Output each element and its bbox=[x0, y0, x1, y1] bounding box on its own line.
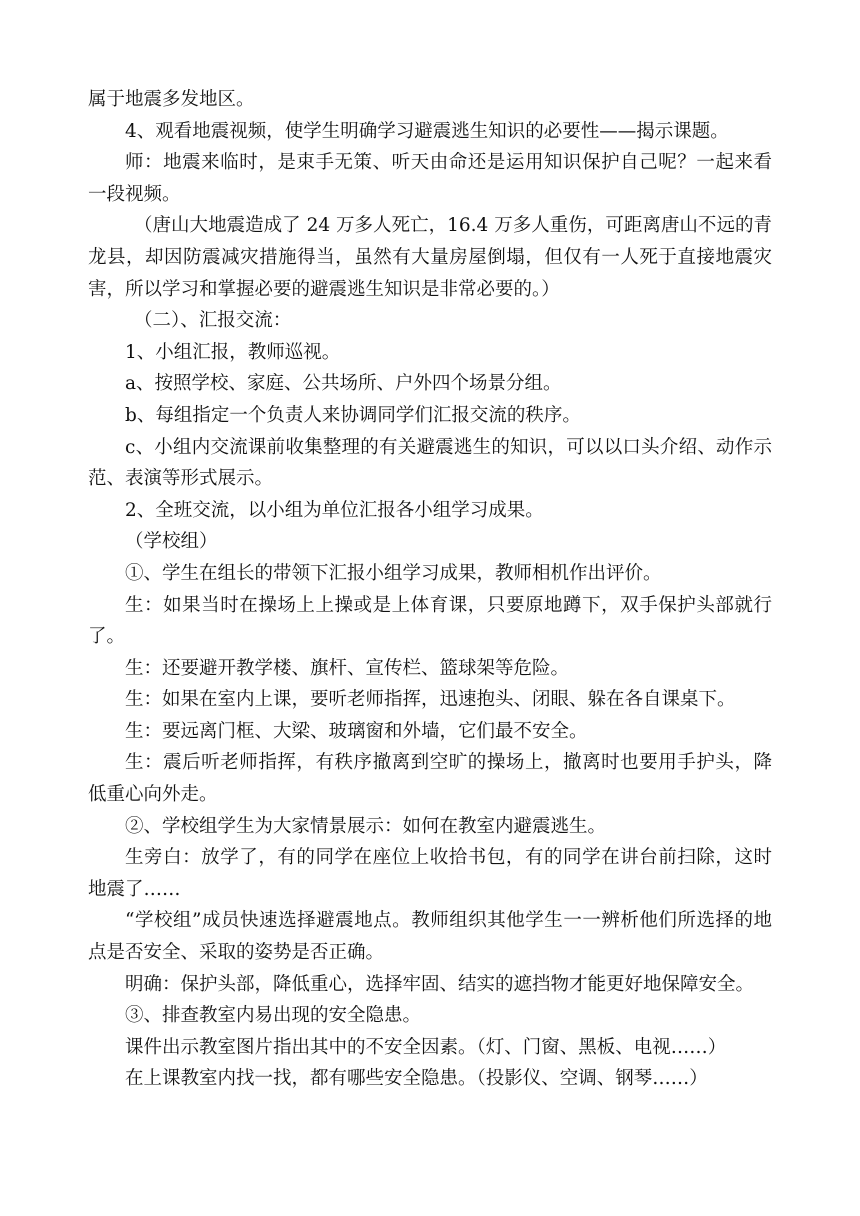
paragraph: b、每组指定一个负责人来协调同学们汇报交流的秩序。 bbox=[125, 404, 581, 426]
paragraph: 生：震后听老师指挥，有秩序撤离到空旷的操场上，撤离时也要用手护头，降低重心向外走。 bbox=[88, 752, 772, 806]
paragraph: 课件出示教室图片指出其中的不安全因素。（灯、门窗、黑板、电视……） bbox=[125, 1036, 727, 1058]
paragraph: ①、学生在组长的带领下汇报小组学习成果，教师相机作出评价。 bbox=[125, 562, 662, 584]
paragraph: a、按照学校、家庭、公共场所、户外四个场景分组。 bbox=[125, 373, 562, 395]
document-page bbox=[88, 84, 772, 1095]
paragraph: 生旁白：放学了，有的同学在座位上收拾书包，有的同学在讲台前扫除，这时地震了…… bbox=[88, 847, 772, 900]
paragraph: 在上课教室内找一找，都有哪些安全隐患。（投影仪、空调、钢琴……） bbox=[125, 1068, 708, 1090]
paragraph: c、小组内交流课前收集整理的有关避震逃生的知识，可以以口头介绍、动作示范、表演等形式展示。 bbox=[88, 436, 772, 490]
paragraph: 2、全班交流，以小组为单位汇报各小组学习成果。 bbox=[125, 499, 544, 521]
paragraph: 属于地震多发地区。 bbox=[88, 89, 255, 110]
paragraph: 师：地震来临时，是束手无策、听天由命还是运用知识保护自己呢？一起来看一段视频。 bbox=[88, 152, 772, 205]
paragraph: 4、观看地震视频，使学生明确学习避震逃生知识的必要性——揭示课题。 bbox=[125, 120, 729, 142]
paragraph: 明确：保护头部，降低重心，选择牢固、结实的遮挡物才能更好地保障安全。 bbox=[125, 973, 755, 995]
paragraph: 生：如果在室内上课，要听老师指挥，迅速抱头、闭眼、躲在各自课桌下。 bbox=[125, 689, 736, 711]
paragraph: “学校组”成员快速选择避震地点。教师组织其他学生一一辨析他们所选择的地点是否安全、采取的姿势是否正确。 bbox=[88, 910, 772, 964]
group-heading: （学校组） bbox=[125, 531, 218, 553]
paragraph: 生：要远离门框、大梁、玻璃窗和外墙，它们最不安全。 bbox=[125, 720, 588, 742]
paragraph: （唐山大地震造成了 24 万多人死亡，16.4 万多人重伤，可距离唐山不远的青龙县，却因防震减灾措施得当，虽然有大量房屋倒塌，但仅有一人死于直接地震灾害，所以学习和掌握必要的避震逃生知识是非常必要的。） bbox=[88, 215, 772, 300]
section-heading: （二）、汇报交流： bbox=[134, 310, 292, 332]
paragraph: ③、排查教室内易出现的安全隐患。 bbox=[125, 1005, 422, 1027]
paragraph: 生：如果当时在操场上上操或是上体育课，只要原地蹲下，双手保护头部就行了。 bbox=[88, 594, 772, 648]
paragraph: 1、小组汇报，教师巡视。 bbox=[125, 341, 341, 363]
paragraph: ②、学校组学生为大家情景展示：如何在教室内避震逃生。 bbox=[125, 815, 607, 837]
paragraph: 生：还要避开教学楼、旗杆、宣传栏、篮球架等危险。 bbox=[125, 657, 570, 679]
